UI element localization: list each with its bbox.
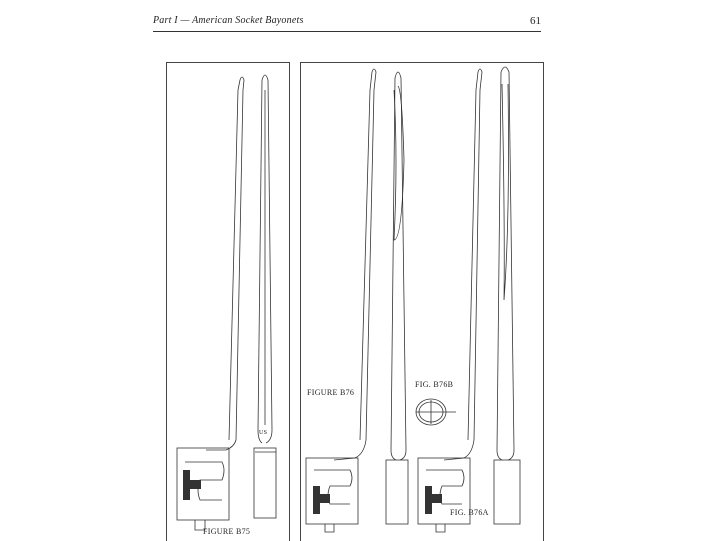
figure-b75-stud-arm (188, 480, 201, 489)
caption-figure-b76a: FIG. B76A (450, 508, 489, 517)
stamp-label-us: US (259, 430, 268, 436)
figure-b76a-top-view (494, 67, 520, 524)
figure-b75-side-view (177, 77, 244, 530)
caption-figure-b75: FIGURE B75 (203, 527, 251, 536)
figure-b76-top-view (386, 72, 408, 524)
figure-b76b-cross-section (416, 399, 456, 425)
page-number: 61 (530, 15, 541, 27)
figure-b76a-side-view (418, 69, 482, 532)
caption-figure-b76b: FIG. B76B (415, 380, 454, 389)
figure-b76-side-view (306, 69, 376, 532)
figure-b76a-stud-arm (430, 494, 442, 503)
figure-b76-stud-arm (318, 494, 330, 503)
figure-b75-top-view (254, 75, 276, 518)
running-head-title: Part I — American Socket Bayonets (153, 15, 304, 26)
caption-figure-b76: FIGURE B76 (307, 388, 355, 397)
